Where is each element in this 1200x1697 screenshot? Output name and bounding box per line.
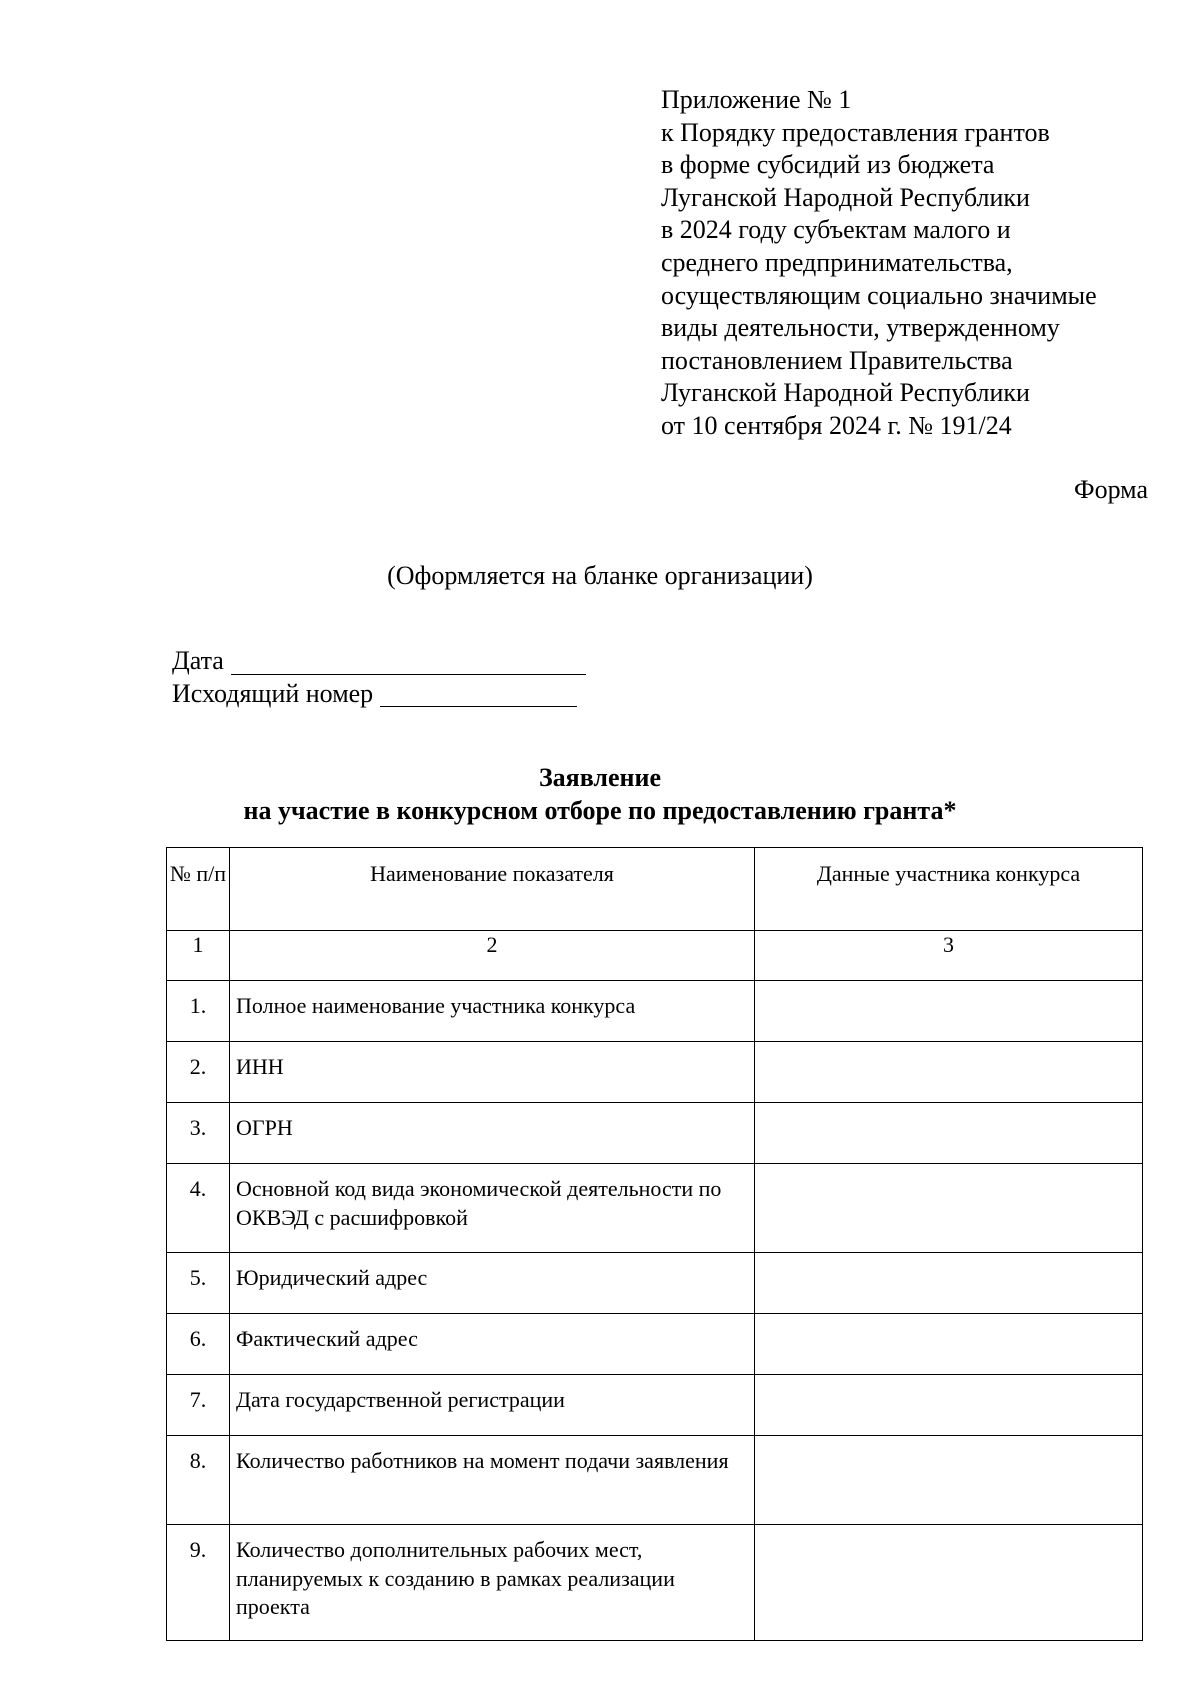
appendix-line: среднего предпринимательства,: [661, 247, 1013, 277]
row-name: Основной код вида экономической деятельности по ОКВЭД с расшифровкой: [230, 1164, 755, 1253]
appendix-line: в форме субсидий из бюджета: [661, 150, 995, 180]
row-name: Фактический адрес: [230, 1314, 755, 1375]
row-value-cell[interactable]: [755, 1103, 1143, 1164]
header-num: № п/п: [167, 848, 230, 931]
date-label: Дата: [172, 646, 224, 675]
application-table: [166, 847, 1143, 1641]
row-value-cell[interactable]: [755, 1253, 1143, 1314]
header-data: Данные участника конкурса: [755, 848, 1143, 931]
title-line-2: на участие в конкурсном отборе по предоставлению гранта*: [243, 795, 957, 825]
table-row: [167, 1375, 1143, 1436]
table-row: [167, 1042, 1143, 1103]
appendix-line: постановлением Правительства: [661, 345, 1013, 375]
appendix-line: в 2024 году субъектам малого и: [661, 215, 1011, 245]
date-number-block: [172, 645, 586, 710]
row-name: ИНН: [230, 1042, 755, 1103]
document-title: [0, 762, 1200, 827]
appendix-line: Приложение № 1: [661, 85, 852, 114]
row-name: Дата государственной регистрации: [230, 1375, 755, 1436]
date-blank-line[interactable]: [231, 650, 586, 675]
appendix-line: к Порядку предоставления грантов: [661, 117, 1050, 147]
outgoing-number-blank-line[interactable]: [380, 682, 577, 707]
date-row: [172, 645, 586, 678]
table-row: [167, 1314, 1143, 1375]
title-line-1: Заявление: [538, 763, 662, 792]
row-num: 8.: [167, 1436, 230, 1525]
table-row: [167, 1164, 1143, 1253]
row-value-cell[interactable]: [755, 1525, 1143, 1641]
appendix-line: Луганской Народной Республики: [661, 182, 1030, 212]
row-value-cell[interactable]: [755, 1164, 1143, 1253]
row-value-cell[interactable]: [755, 1314, 1143, 1375]
row-name: Полное наименование участника конкурса: [230, 981, 755, 1042]
row-num: 4.: [167, 1164, 230, 1253]
table-row: [167, 1253, 1143, 1314]
row-num: 3.: [167, 1103, 230, 1164]
column-number: 2: [230, 931, 755, 981]
table-row: [167, 1436, 1143, 1525]
table-row: [167, 981, 1143, 1042]
table-row: [167, 1525, 1143, 1641]
row-num: 7.: [167, 1375, 230, 1436]
row-name: ОГРН: [230, 1103, 755, 1164]
appendix-line: осуществляющим социально значимые: [661, 280, 1097, 310]
table-row: [167, 1103, 1143, 1164]
outgoing-number-row: [172, 678, 586, 711]
row-num: 2.: [167, 1042, 230, 1103]
column-number: 1: [167, 931, 230, 981]
column-number-row: [167, 931, 1143, 981]
appendix-header: [661, 84, 1161, 443]
row-num: 6.: [167, 1314, 230, 1375]
row-num: 9.: [167, 1525, 230, 1641]
blank-note: (Оформляется на бланке организации): [387, 561, 813, 590]
table-header-row: [167, 848, 1143, 931]
row-value-cell[interactable]: [755, 1436, 1143, 1525]
form-label: Форма: [1074, 475, 1148, 504]
row-num: 1.: [167, 981, 230, 1042]
appendix-line: Луганской Народной Республики: [661, 378, 1030, 408]
appendix-line: виды деятельности, утвержденному: [661, 313, 1060, 343]
row-value-cell[interactable]: [755, 981, 1143, 1042]
outgoing-number-label: Исходящий номер: [172, 678, 374, 708]
header-name: Наименование показателя: [230, 848, 755, 931]
column-number: 3: [755, 931, 1143, 981]
row-num: 5.: [167, 1253, 230, 1314]
row-name: Количество работников на момент подачи заявления: [230, 1436, 755, 1525]
row-value-cell[interactable]: [755, 1042, 1143, 1103]
row-name: Юридический адрес: [230, 1253, 755, 1314]
row-name: Количество дополнительных рабочих мест, планируемых к созданию в рамках реализации проекта: [230, 1525, 755, 1641]
appendix-line: от 10 сентября 2024 г. № 191/24: [661, 410, 1012, 440]
row-value-cell[interactable]: [755, 1375, 1143, 1436]
